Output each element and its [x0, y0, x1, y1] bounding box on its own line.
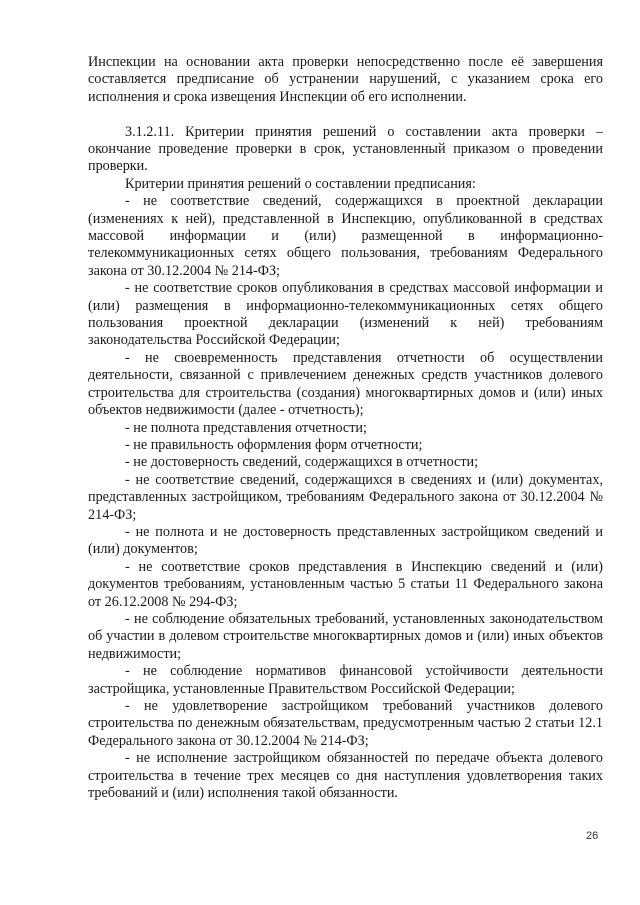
paragraph-gap — [88, 106, 603, 123]
page-number: 26 — [586, 830, 599, 842]
list-item: - не соответствие сроков представления в Инспекцию сведений и (или) документов требованиям, установленным частью 5 статьи 11 Федерального закона от 26.12.2008 № 294-ФЗ; — [88, 558, 603, 610]
list-item: - не соблюдение нормативов финансовой устойчивости деятельности застройщика, установленные Правительством Российской Федерации; — [88, 663, 603, 697]
list-item: - не правильность оформления форм отчетности; — [125, 436, 423, 453]
paragraph-section-3-1-2-11: 3.1.2.11. Критерии принятия решений о составлении акта проверки – окончание проведение проверки в срок, установленный приказом о проведении проверки. — [88, 123, 603, 175]
list-item: - не полнота представления отчетности; — [125, 419, 367, 436]
list-item: - не своевременность представления отчетности об осуществлении деятельности, связанной с привлечением денежных средств участников долевого строительства для строительства (создания) многоквартирных домов и (или) иных объектов недвижимости (далее - отчетность); — [88, 349, 603, 419]
document-page — [88, 54, 603, 802]
list-item: - не удовлетворение застройщиком требований участников долевого строительства по денежным обязательствам, предусмотренным частью 2 статьи 12.1 Федерального закона от 30.12.2004 № 214-ФЗ; — [88, 698, 603, 749]
list-item: - не соответствие сведений, содержащихся в проектной декларации (изменениях к ней), представленной в Инспекцию, опубликованной в средствах массовой информации и (или) размещенной в информационно-телекоммуникационных сетях общего пользования, требованиям Федерального закона от 30.12.2004 № 214-ФЗ; — [88, 193, 603, 279]
list-item: - не достоверность сведений, содержащихся в отчетности; — [125, 454, 479, 471]
list-item: - не соответствие сроков опубликования в средствах массовой информации и (или) размещения в информационно-телекоммуникационных сетях общего пользования проектной декларации (изменений к ней) требованиям законодательства Российской Федерации; — [88, 280, 603, 349]
list-item: - не соответствие сведений, содержащихся в сведениях и (или) документах, представленных застройщиком, требованиям Федерального закона от 30.12.2004 № 214-ФЗ; — [88, 471, 603, 523]
paragraph-intro-continuation: Инспекции на основании акта проверки непосредственно после её завершения составляется предписание об устранении нарушений, с указанием срока его исполнения и срока извещения Инспекции об его исполнении. — [88, 54, 603, 105]
list-item: - не исполнение застройщиком обязанностей по передаче объекта долевого строительства в течение трех месяцев со дня наступления удовлетворения таких требований и (или) исполнения такой обязанности. — [88, 750, 603, 802]
list-item: - не полнота и не достоверность представленных застройщиком сведений и (или) документов; — [88, 523, 603, 558]
paragraph-criteria-heading: Критерии принятия решений о составлении предписания: — [125, 175, 476, 192]
list-item: - не соблюдение обязательных требований, установленных законодательством об участии в долевом строительстве многоквартирных домов и (или) иных объектов недвижимости; — [88, 610, 603, 662]
